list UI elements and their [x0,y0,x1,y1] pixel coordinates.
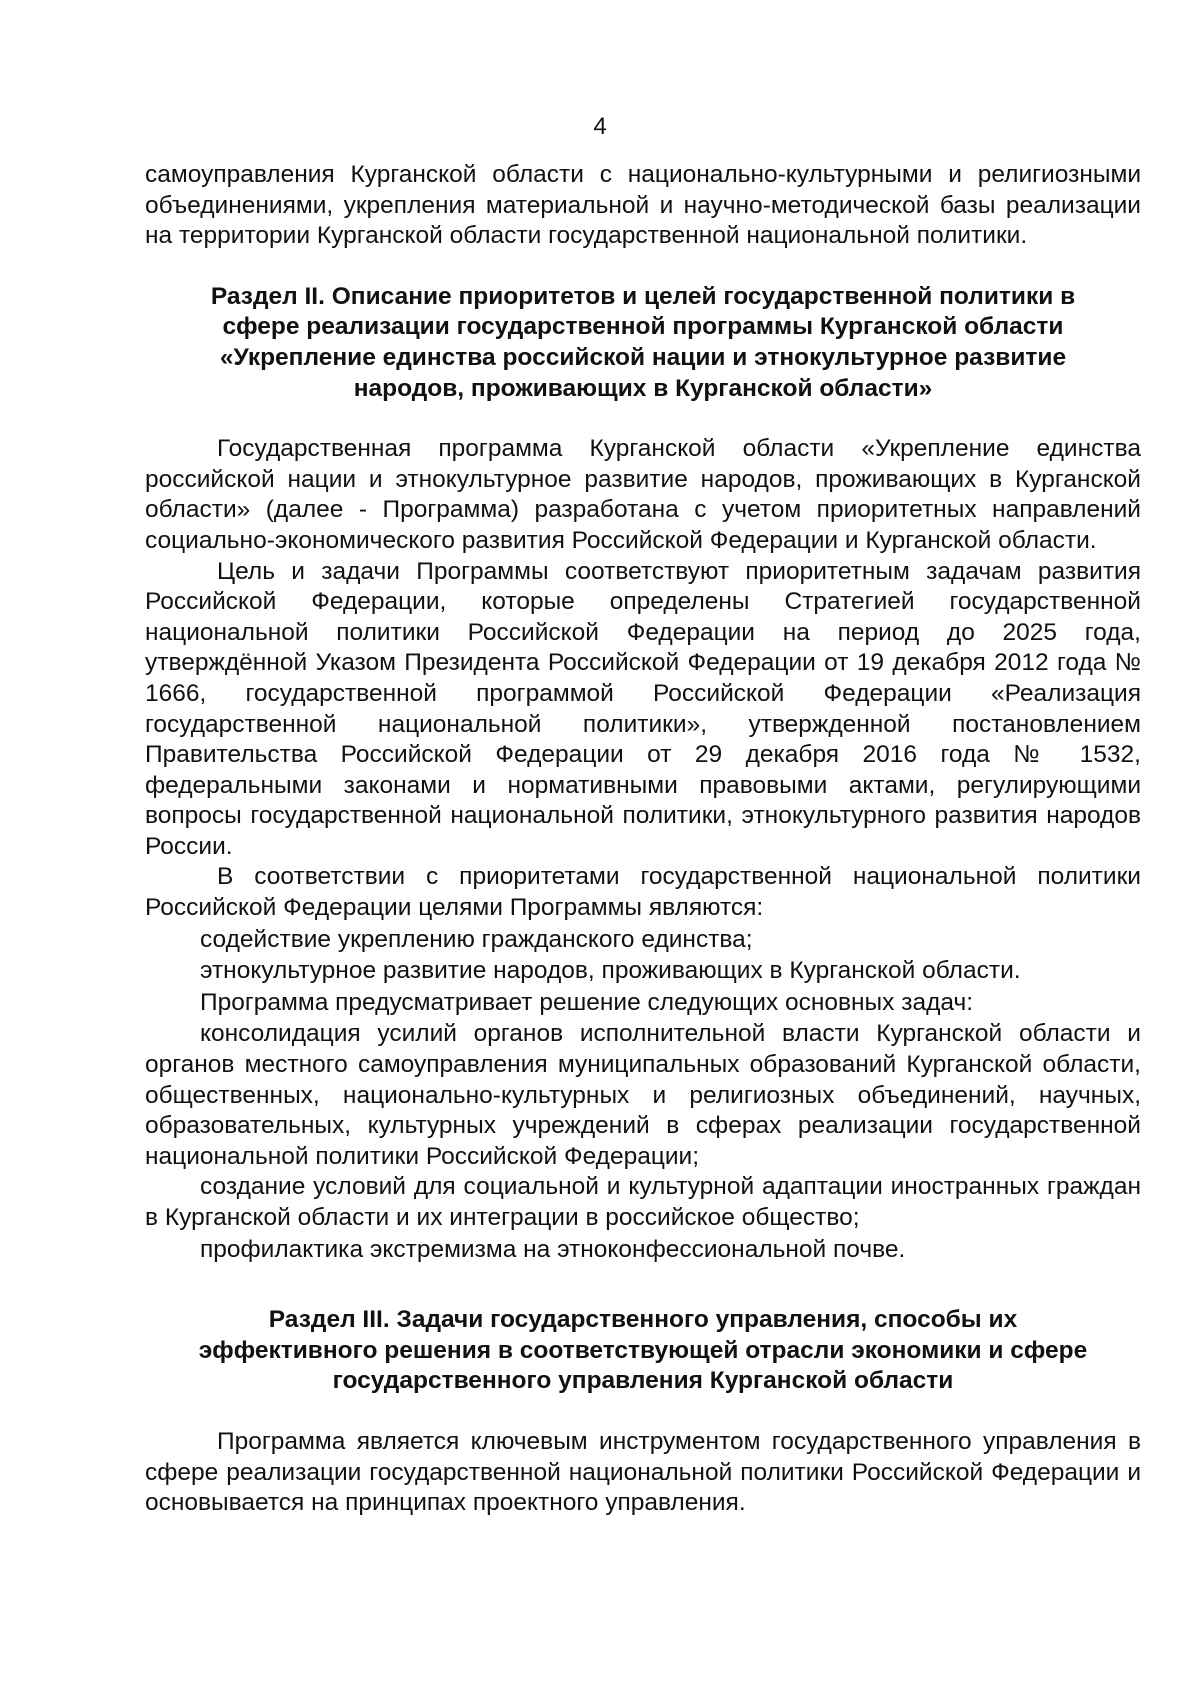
section-2-title-line: народов, проживающих в Курганской области» [353,374,933,402]
task-item: создание условий для социальной и культурной адаптации иностранных граждан в Курганской области и их интеграции в российское общество; [145,1173,1141,1231]
section-3-title-line: государственного управления Курганской области [332,1367,954,1395]
section-2-paragraph: Государственная программа Курганской области «Укрепление единства российской нации и этнокультурное развитие народов, проживающих в Курганской области» (далее - Программа) разработана с учетом приоритетных направлений социально-экономического развития Российской Федерации и Курганской области. [145,435,1141,554]
task-item: консолидация усилий органов исполнительной власти Курганской области и органов местного самоуправления муниципальных образований Курганской области, общественных, национально-культурных и религиозных объединений, научных, образовательных, культурных учреждений в сферах реализации государственной национальной политики Российской Федерации; [145,1020,1141,1170]
section-3-title-line: эффективного решения в соответствующей отрасли экономики и сфере [198,1336,1088,1364]
section-3-paragraph: Программа является ключевым инструментом государственного управления в сфере реализации государственной национальной политики Российской Федерации и основывается на принципах проектного управления. [145,1427,1141,1517]
document-body [145,160,1141,1519]
section-2-title [145,282,1141,404]
section-3-title-line: Раздел III. Задачи государственного управления, способы их [268,1306,1018,1334]
goal-item: этнокультурное развитие народов, проживающих в Курганской области. [200,957,1021,985]
section-2-paragraph: В соответствии с приоритетами государственной национальной политики Российской Федерации целями Программы являются: [145,863,1141,922]
intro-paragraph: самоуправления Курганской области с национально-культурными и религиозными объединениями, укрепления материальной и научно-методической базы реализации на территории Курганской области государственной национальной политики. [145,161,1141,250]
section-2-title-line: Раздел II. Описание приоритетов и целей государственной политики в [210,282,1076,310]
section-2-title-line: сфере реализации государственной программы Курганской области [222,313,1064,341]
section-3-title [145,1305,1141,1397]
section-2-title-line: «Укрепление единства российской нации и этнокультурное развитие [219,343,1067,371]
section-2-paragraph: Цель и задачи Программы соответствуют приоритетным задачам развития Российской Федерации, которые определены Стратегией государственной национальной политики Российской Федерации на период до 2025 года, утверждённой Указом Президента Российской Федерации от 19 декабря 2012 года № 1666, государственной программой Российской Федерации «Реализация государственной национальной политики», утвержденной постановлением Правительства Российской Федерации от 29 декабря 2016 года № 1532, федеральными законами и нормативными правовыми актами, регулирующими вопросы государственной национальной политики, этнокультурного развития народов России. [145,557,1141,860]
goal-item: содействие укреплению гражданского единства; [200,925,753,953]
page-number: 4 [593,113,607,140]
task-item: профилактика экстремизма на этноконфессиональной почве. [200,1235,906,1263]
tasks-intro: Программа предусматривает решение следующих основных задач: [200,988,974,1016]
